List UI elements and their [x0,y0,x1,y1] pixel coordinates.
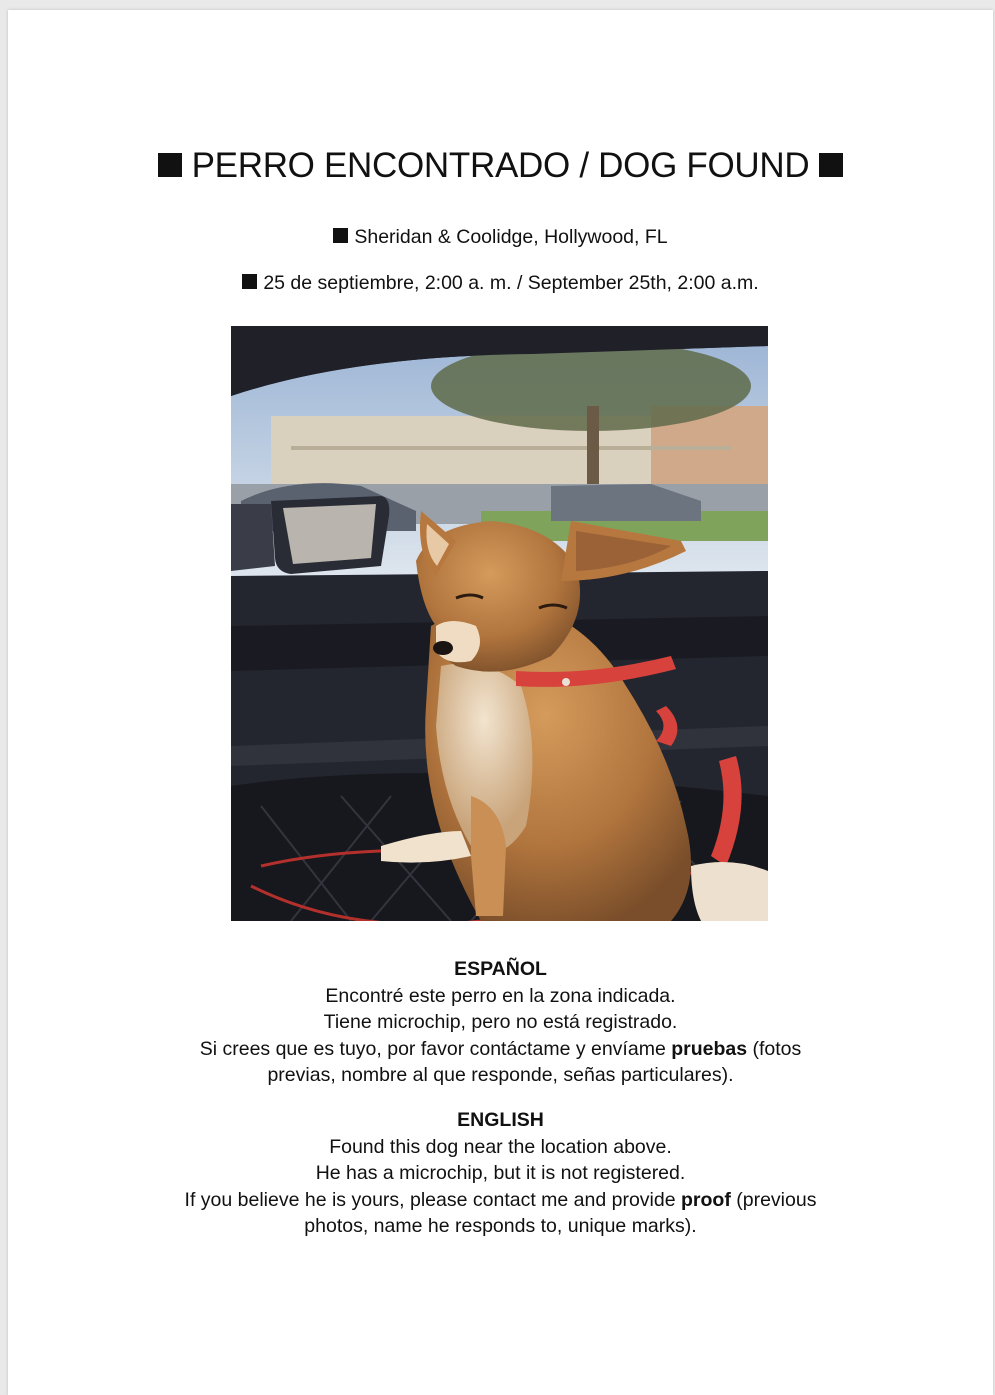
black-square-icon [333,228,348,243]
black-square-icon [242,274,257,289]
location-line [8,226,993,249]
spanish-proof-emphasis: pruebas [671,1037,748,1060]
english-line-4: photos, name he responds to, unique marks). [304,1215,697,1237]
spanish-line-2: Tiene microchip, pero no está registrado. [323,1011,678,1033]
english-line-1: Found this dog near the location above. [329,1135,672,1158]
spanish-line-3 [8,1036,993,1063]
english-line-3 [8,1187,993,1214]
english-heading: ENGLISH [457,1109,544,1131]
datetime-text: 25 de septiembre, 2:00 a. m. / September 25th, 2:00 a.m. [263,272,759,294]
spanish-line-1: Encontré este perro en la zona indicada. [325,984,676,1007]
spanish-section [8,956,993,1089]
english-line-3-end: (previous [730,1188,817,1211]
title-text: PERRO ENCONTRADO / DOG FOUND [191,146,810,185]
location-text: Sheridan & Coolidge, Hollywood, FL [354,226,668,248]
english-line-2: He has a microchip, but it is not registered. [315,1162,686,1184]
black-square-icon [158,153,182,177]
spanish-heading: ESPAÑOL [454,958,547,980]
spanish-line-4: previas, nombre al que responde, señas particulares). [267,1064,734,1086]
english-line-3-start: If you believe he is yours, please contact me and provide [184,1188,681,1211]
flyer-page [8,10,993,1395]
english-section [8,1107,993,1240]
spanish-line-3-start: Si crees que es tuyo, por favor contáctame y envíame [199,1037,672,1060]
black-square-icon [819,153,843,177]
flyer-title [8,146,993,186]
dog-photo [231,326,768,921]
english-proof-emphasis: proof [681,1188,731,1211]
datetime-line [8,272,993,295]
dog-in-car-photo [231,326,768,921]
spanish-line-3-end: (fotos [747,1037,802,1060]
